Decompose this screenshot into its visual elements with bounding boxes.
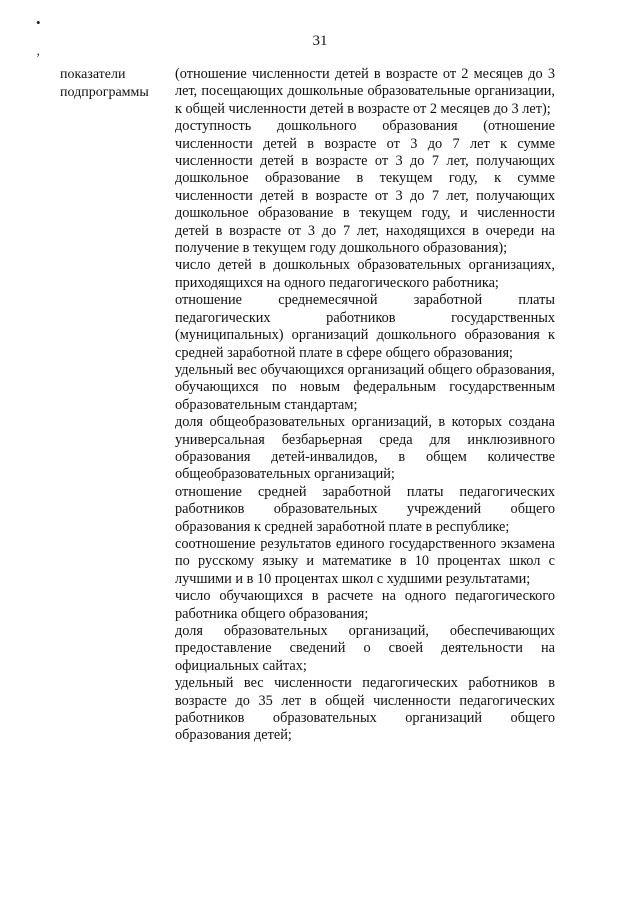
indicator-item: отношение средней заработной платы педагогических работников образовательных учреждений общего образования к средней заработной плате в республике;: [175, 483, 555, 535]
indicator-item: доля образовательных организаций, обеспечивающих предоставление сведений о своей деятельности на официальных сайтах;: [175, 623, 555, 674]
indicator-item: отношение среднемесячной заработной платы педагогических работников государственных (муниципальных) организаций дошкольного образования к средней заработной плате в сфере общего образования;: [175, 292, 555, 361]
scan-mark: •: [36, 15, 41, 30]
indicator-item: доля общеобразовательных организаций, в которых создана универсальная безбарьерная среда для инклюзивного образования детей-инвалидов, в общем количестве общеобразовательных организаций;: [175, 414, 555, 483]
indicators-list: [175, 66, 555, 745]
indicator-item: (отношение численности детей в возрасте от 2 месяцев до 3 лет, посещающих дошкольные образовательные организации, к общей численности детей в возрасте от 2 месяцев до 3 лет);: [175, 66, 555, 117]
section-label: [60, 66, 170, 102]
indicator-item: удельный вес обучающихся организаций общего образования, обучающихся по новым федеральным государственным образовательным стандартам;: [175, 361, 555, 413]
indicator-item: удельный вес численности педагогических работников в возрасте до 35 лет в общей численности педагогических работников образовательных организаций общего образования детей;: [175, 675, 555, 744]
scan-mark: ’: [36, 50, 41, 65]
indicator-item: число обучающихся в расчете на одного педагогического работника общего образования;: [175, 588, 555, 622]
section-label-line: показатели: [60, 67, 126, 82]
page-number: 31: [312, 33, 328, 49]
section-label-line: подпрограммы: [60, 85, 149, 100]
indicator-item: соотношение результатов единого государственного экзамена по русскому языку и математике в 10 процентах школ с лучшими и в 10 процентах школ с худшими результатами;: [175, 535, 555, 587]
indicator-item: доступность дошкольного образования (отношение численности детей в возрасте от 3 до 7 лет к сумме численности детей в возрасте от 3 до 7 лет, получающих дошкольное образование в текущем году, к сумме численности детей в возрасте от 3 до 7 лет, получающих дошкольное образование в текущем году, и численности детей в возрасте от 3 до 7 лет, находящихся в очереди на получение в текущем году дошкольного образования);: [175, 118, 555, 257]
indicator-item: число детей в дошкольных образовательных организациях, приходящихся на одного педагогического работника;: [175, 257, 555, 291]
